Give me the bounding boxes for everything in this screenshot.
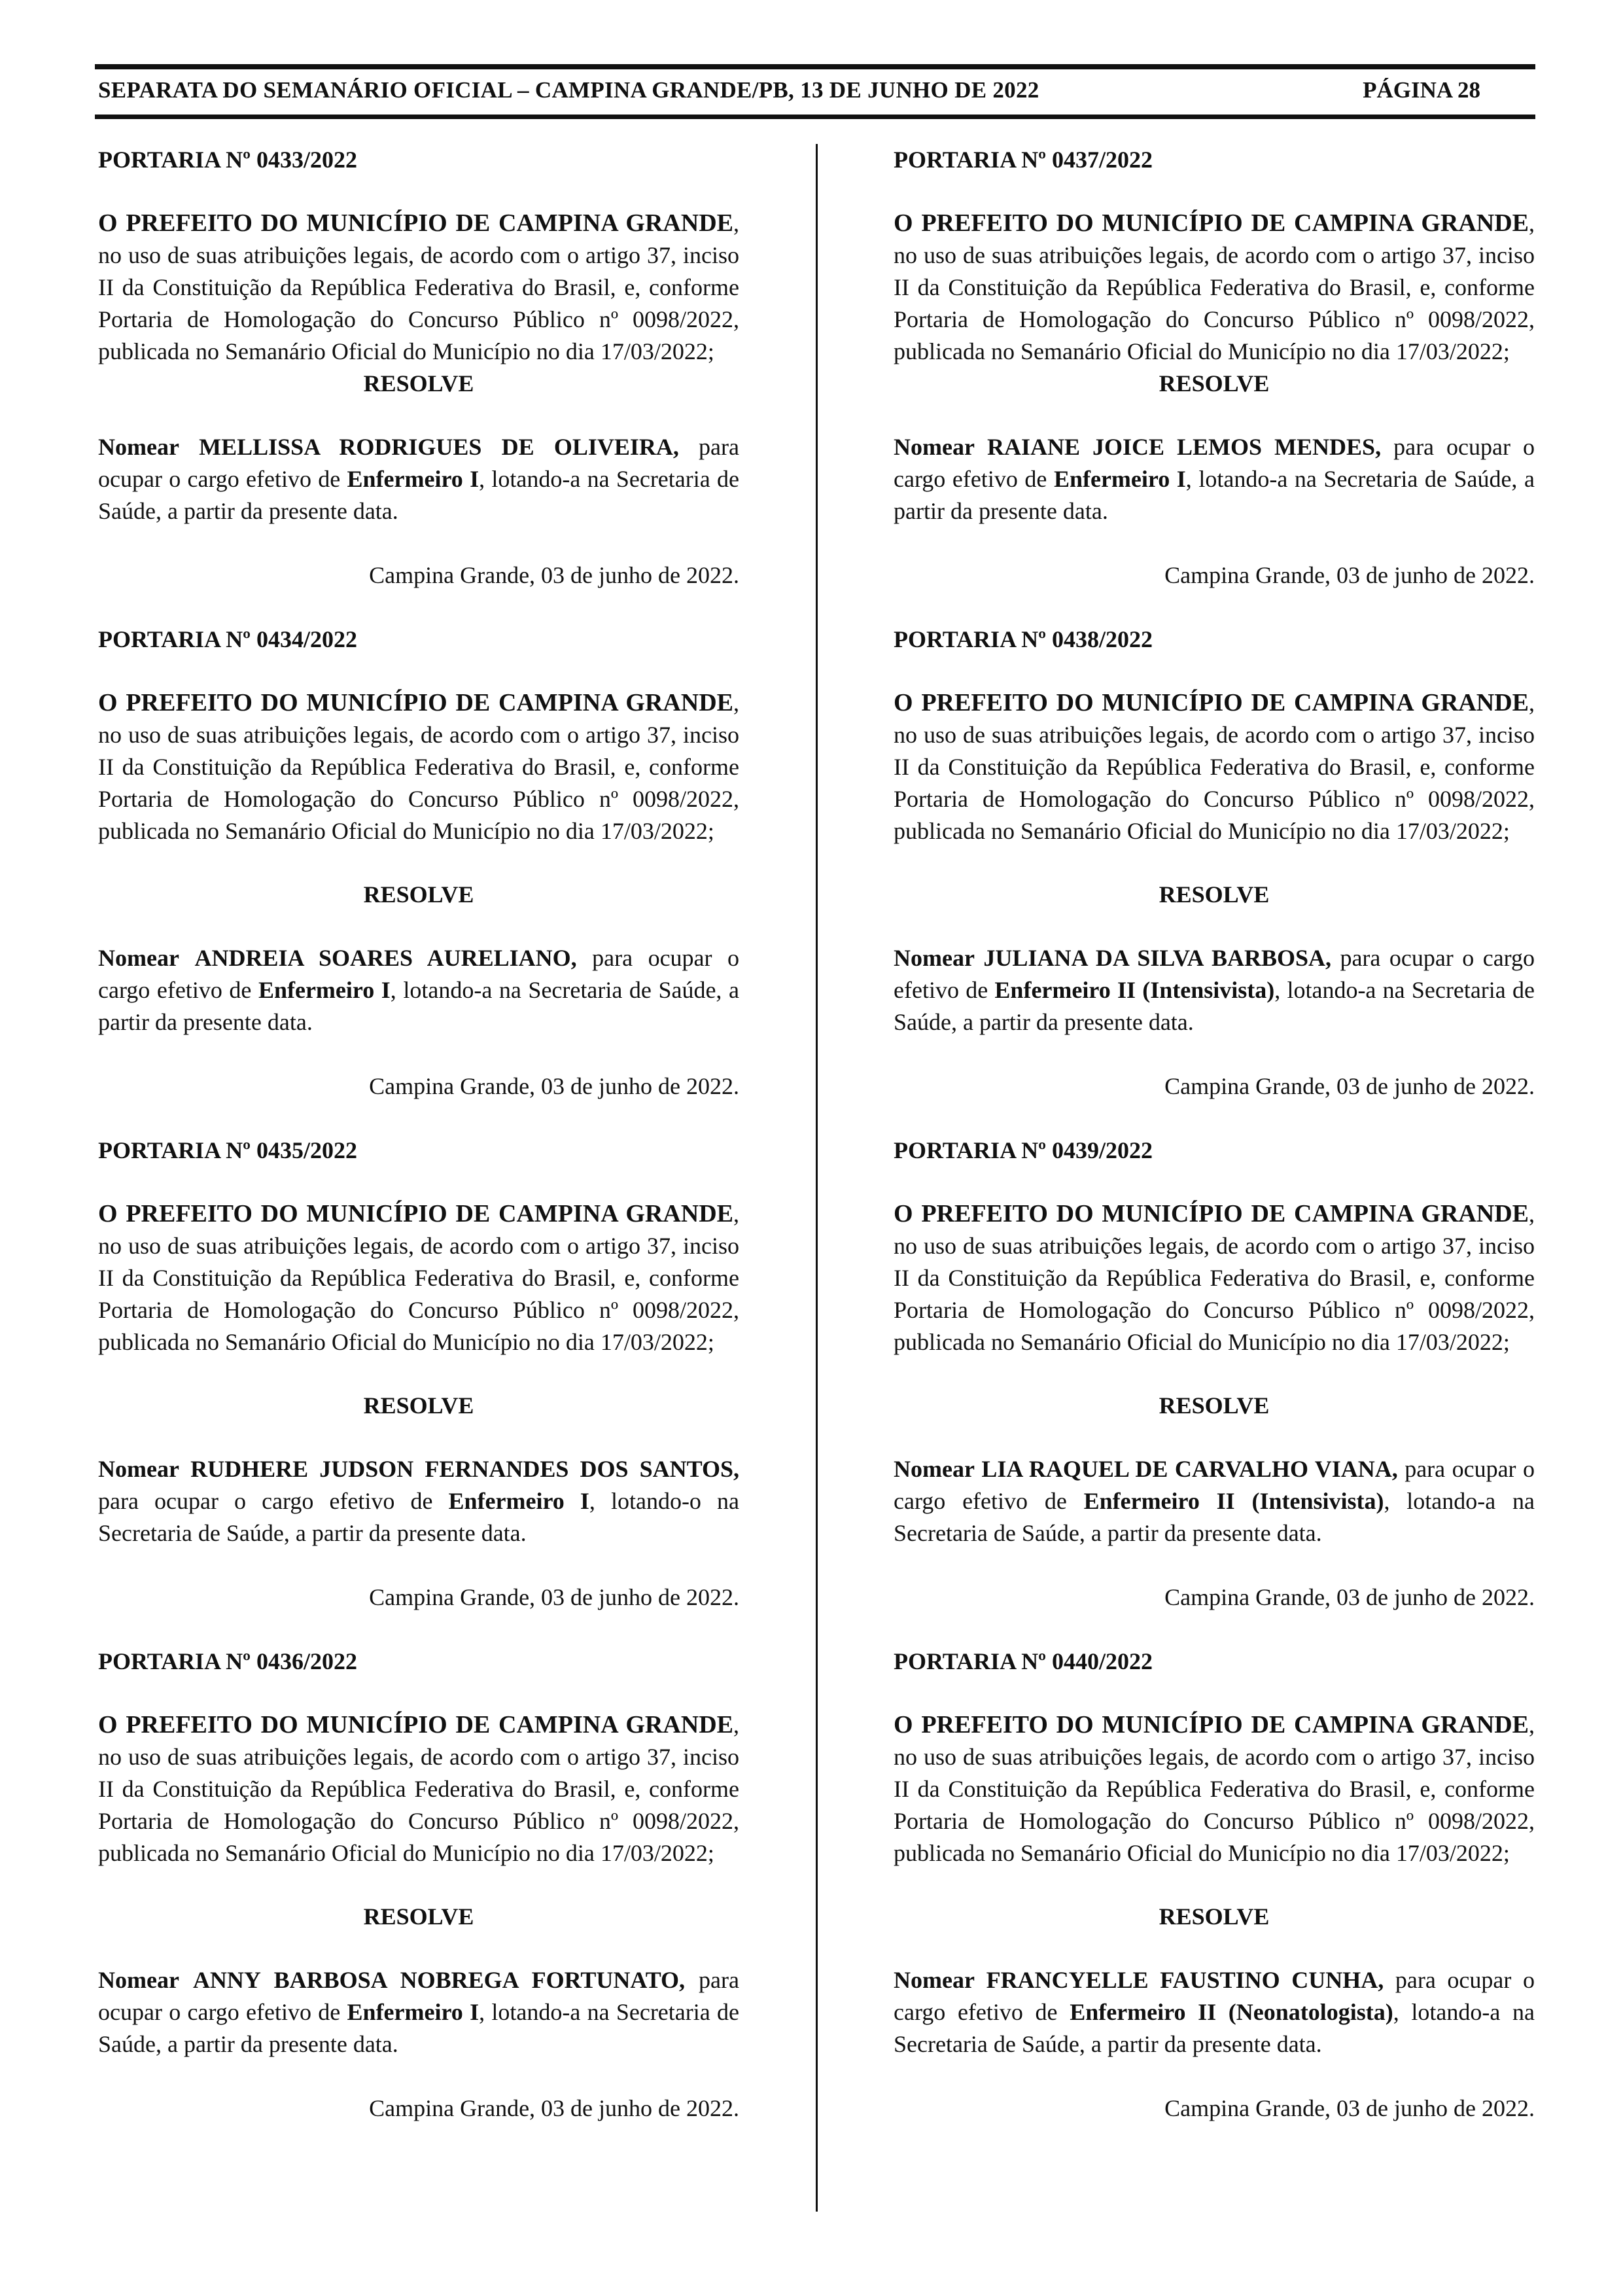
nomear-paragraph bbox=[894, 1453, 1535, 1549]
mayor-title: O PREFEITO DO MUNICÍPIO DE CAMPINA GRANDE bbox=[98, 209, 733, 237]
preamble-text: , no uso de suas atribuições legais, de acordo com o artigo 37, inciso II da Constituição da República Federativa do Brasil, e, conforme Portaria de Homologação do Concurso Público nº 0098/2022, publicada no Semanário Oficial do Município no dia 17/03/2022; bbox=[894, 210, 1535, 364]
nomear-word: Nomear bbox=[98, 945, 179, 971]
preamble-text: , no uso de suas atribuições legais, de acordo com o artigo 37, inciso II da Constituição da República Federativa do Brasil, e, conforme Portaria de Homologação do Concurso Público nº 0098/2022, publicada no Semanário Oficial do Município no dia 17/03/2022; bbox=[98, 1201, 739, 1355]
portaria-title: PORTARIA Nº 0435/2022 bbox=[98, 1137, 357, 1163]
nominee-name: MELLISSA RODRIGUES DE OLIVEIRA, bbox=[199, 434, 679, 460]
portaria-preamble bbox=[98, 207, 739, 368]
mayor-title: O PREFEITO DO MUNICÍPIO DE CAMPINA GRANDE bbox=[894, 689, 1529, 716]
portaria-preamble bbox=[98, 1198, 739, 1358]
portaria-0439 bbox=[894, 1135, 1535, 1614]
portaria-0436 bbox=[98, 1646, 739, 2125]
right-column bbox=[894, 144, 1535, 2157]
ocupar-text: para ocupar o cargo efetivo de bbox=[98, 434, 740, 492]
lotacao-text: , lotando-a na Secretaria de Saúde, a partir da presente data. bbox=[894, 977, 1535, 1035]
mayor-title: O PREFEITO DO MUNICÍPIO DE CAMPINA GRANDE bbox=[894, 209, 1529, 237]
ocupar-text: para ocupar o cargo efetivo de bbox=[894, 1456, 1535, 1514]
portaria-title: PORTARIA Nº 0436/2022 bbox=[98, 1648, 357, 1674]
nomear-paragraph bbox=[98, 1453, 739, 1549]
mayor-title: O PREFEITO DO MUNICÍPIO DE CAMPINA GRANDE bbox=[894, 1711, 1529, 1739]
nomear-word: Nomear bbox=[98, 434, 179, 460]
portaria-0440 bbox=[894, 1646, 1535, 2125]
portaria-preamble bbox=[894, 1198, 1535, 1358]
page-number: PÁGINA 28 bbox=[1363, 77, 1480, 103]
preamble-text: , no uso de suas atribuições legais, de acordo com o artigo 37, inciso II da Constituição da República Federativa do Brasil, e, conforme Portaria de Homologação do Concurso Público nº 0098/2022, publicada no Semanário Oficial do Município no dia 17/03/2022; bbox=[98, 210, 739, 364]
header-bottom-rule bbox=[95, 115, 1535, 119]
lotacao-text: , lotando-a na Secretaria de Saúde, a partir da presente data. bbox=[98, 977, 739, 1035]
nomear-paragraph bbox=[894, 942, 1535, 1038]
preamble-text: , no uso de suas atribuições legais, de acordo com o artigo 37, inciso II da Constituição da República Federativa do Brasil, e, conforme Portaria de Homologação do Concurso Público nº 0098/2022, publicada no Semanário Oficial do Município no dia 17/03/2022; bbox=[894, 690, 1535, 844]
signature-date: Campina Grande, 03 de junho de 2022. bbox=[1164, 2095, 1535, 2121]
portaria-title: PORTARIA Nº 0433/2022 bbox=[98, 147, 357, 173]
lotacao-text: , lotando-a na Secretaria de Saúde, a partir da presente data. bbox=[894, 1488, 1535, 1546]
portaria-0437 bbox=[894, 144, 1535, 592]
portaria-title: PORTARIA Nº 0438/2022 bbox=[894, 626, 1153, 652]
lotacao-text: , lotando-o na Secretaria de Saúde, a partir da presente data. bbox=[98, 1488, 739, 1546]
portaria-preamble bbox=[894, 207, 1535, 368]
portaria-title: PORTARIA Nº 0434/2022 bbox=[98, 626, 357, 652]
signature-date: Campina Grande, 03 de junho de 2022. bbox=[1164, 1584, 1535, 1610]
resolve-heading: RESOLVE bbox=[363, 881, 474, 908]
nomear-paragraph bbox=[98, 1964, 739, 2060]
portaria-preamble bbox=[894, 687, 1535, 847]
nomear-paragraph bbox=[894, 1964, 1535, 2060]
portaria-0438 bbox=[894, 624, 1535, 1103]
cargo-name: Enfermeiro II (Neonatologista) bbox=[1070, 1999, 1393, 2025]
resolve-heading: RESOLVE bbox=[1159, 370, 1270, 397]
signature-date: Campina Grande, 03 de junho de 2022. bbox=[1164, 562, 1535, 588]
mayor-title: O PREFEITO DO MUNICÍPIO DE CAMPINA GRANDE bbox=[98, 1200, 733, 1227]
nomear-word: Nomear bbox=[894, 434, 975, 460]
mayor-title: O PREFEITO DO MUNICÍPIO DE CAMPINA GRANDE bbox=[98, 1711, 733, 1739]
ocupar-text: para ocupar o cargo efetivo de bbox=[98, 1967, 739, 2025]
cargo-name: Enfermeiro I bbox=[1053, 466, 1186, 492]
ocupar-text: para ocupar o cargo efetivo de bbox=[894, 1967, 1535, 2025]
ocupar-text: para ocupar o cargo efetivo de bbox=[98, 1488, 449, 1514]
signature-date: Campina Grande, 03 de junho de 2022. bbox=[369, 1073, 739, 1099]
mayor-title: O PREFEITO DO MUNICÍPIO DE CAMPINA GRANDE bbox=[894, 1200, 1529, 1227]
portaria-preamble bbox=[894, 1709, 1535, 1869]
nomear-word: Nomear bbox=[894, 945, 975, 971]
column-divider bbox=[816, 144, 818, 2212]
portaria-title: PORTARIA Nº 0439/2022 bbox=[894, 1137, 1153, 1163]
lotacao-text: , lotando-a na Secretaria de Saúde, a partir da presente data. bbox=[894, 466, 1535, 524]
preamble-text: , no uso de suas atribuições legais, de acordo com o artigo 37, inciso II da Constituição da República Federativa do Brasil, e, conforme Portaria de Homologação do Concurso Público nº 0098/2022, publicada no Semanário Oficial do Município no dia 17/03/2022; bbox=[894, 1712, 1535, 1866]
preamble-text: , no uso de suas atribuições legais, de acordo com o artigo 37, inciso II da Constituição da República Federativa do Brasil, e, conforme Portaria de Homologação do Concurso Público nº 0098/2022, publicada no Semanário Oficial do Município no dia 17/03/2022; bbox=[894, 1201, 1535, 1355]
nomear-word: Nomear bbox=[98, 1456, 179, 1482]
portaria-preamble bbox=[98, 687, 739, 847]
nomear-word: Nomear bbox=[894, 1967, 975, 1993]
resolve-heading: RESOLVE bbox=[1159, 881, 1270, 908]
resolve-heading: RESOLVE bbox=[363, 370, 474, 397]
signature-date: Campina Grande, 03 de junho de 2022. bbox=[369, 1584, 739, 1610]
nominee-name: FRANCYELLE FAUSTINO CUNHA, bbox=[986, 1967, 1384, 1993]
portaria-0435 bbox=[98, 1135, 739, 1614]
nomear-word: Nomear bbox=[98, 1967, 179, 1993]
nominee-name: ANDREIA SOARES AURELIANO, bbox=[194, 945, 577, 971]
cargo-name: Enfermeiro I bbox=[258, 977, 391, 1003]
ocupar-text: para ocupar o cargo efetivo de bbox=[894, 945, 1535, 1003]
preamble-text: , no uso de suas atribuições legais, de acordo com o artigo 37, inciso II da Constituição da República Federativa do Brasil, e, conforme Portaria de Homologação do Concurso Público nº 0098/2022, publicada no Semanário Oficial do Município no dia 17/03/2022; bbox=[98, 1712, 739, 1866]
nominee-name: JULIANA DA SILVA BARBOSA, bbox=[983, 945, 1331, 971]
signature-date: Campina Grande, 03 de junho de 2022. bbox=[369, 2095, 739, 2121]
cargo-name: Enfermeiro I bbox=[347, 466, 480, 492]
cargo-name: Enfermeiro II (Intensivista) bbox=[994, 977, 1275, 1003]
nomear-paragraph bbox=[98, 431, 739, 527]
left-column bbox=[98, 144, 739, 2157]
nominee-name: LIA RAQUEL DE CARVALHO VIANA, bbox=[981, 1456, 1398, 1482]
lotacao-text: , lotando-a na Secretaria de Saúde, a partir da presente data. bbox=[894, 1999, 1535, 2057]
nominee-name: RAIANE JOICE LEMOS MENDES, bbox=[986, 434, 1382, 460]
portaria-0433 bbox=[98, 144, 739, 592]
portaria-0434 bbox=[98, 624, 739, 1103]
resolve-heading: RESOLVE bbox=[363, 1392, 474, 1419]
lotacao-text: , lotando-a na Secretaria de Saúde, a partir da presente data. bbox=[98, 466, 739, 524]
ocupar-text: para ocupar o cargo efetivo de bbox=[98, 945, 740, 1003]
resolve-heading: RESOLVE bbox=[1159, 1903, 1270, 1930]
nominee-name: RUDHERE JUDSON FERNANDES DOS SANTOS, bbox=[190, 1456, 740, 1482]
signature-date: Campina Grande, 03 de junho de 2022. bbox=[1164, 1073, 1535, 1099]
nomear-word: Nomear bbox=[894, 1456, 975, 1482]
page-header-title: SEPARATA DO SEMANÁRIO OFICIAL – CAMPINA GRANDE/PB, 13 DE JUNHO DE 2022 bbox=[98, 77, 1039, 103]
ocupar-text: para ocupar o cargo efetivo de bbox=[894, 434, 1535, 492]
nomear-paragraph bbox=[98, 942, 739, 1038]
lotacao-text: , lotando-a na Secretaria de Saúde, a partir da presente data. bbox=[98, 1999, 739, 2057]
mayor-title: O PREFEITO DO MUNICÍPIO DE CAMPINA GRANDE bbox=[98, 689, 733, 716]
cargo-name: Enfermeiro I bbox=[347, 1999, 480, 2025]
portaria-title: PORTARIA Nº 0437/2022 bbox=[894, 147, 1153, 173]
portaria-title: PORTARIA Nº 0440/2022 bbox=[894, 1648, 1153, 1674]
preamble-text: , no uso de suas atribuições legais, de acordo com o artigo 37, inciso II da Constituição da República Federativa do Brasil, e, conforme Portaria de Homologação do Concurso Público nº 0098/2022, publicada no Semanário Oficial do Município no dia 17/03/2022; bbox=[98, 690, 739, 844]
nomear-paragraph bbox=[894, 431, 1535, 527]
header-top-rule bbox=[95, 64, 1535, 69]
resolve-heading: RESOLVE bbox=[1159, 1392, 1270, 1419]
cargo-name: Enfermeiro I bbox=[448, 1488, 589, 1514]
nominee-name: ANNY BARBOSA NOBREGA FORTUNATO, bbox=[192, 1967, 686, 1993]
portaria-preamble bbox=[98, 1709, 739, 1869]
signature-date: Campina Grande, 03 de junho de 2022. bbox=[369, 562, 739, 588]
cargo-name: Enfermeiro II (Intensivista) bbox=[1083, 1488, 1384, 1514]
resolve-heading: RESOLVE bbox=[363, 1903, 474, 1930]
